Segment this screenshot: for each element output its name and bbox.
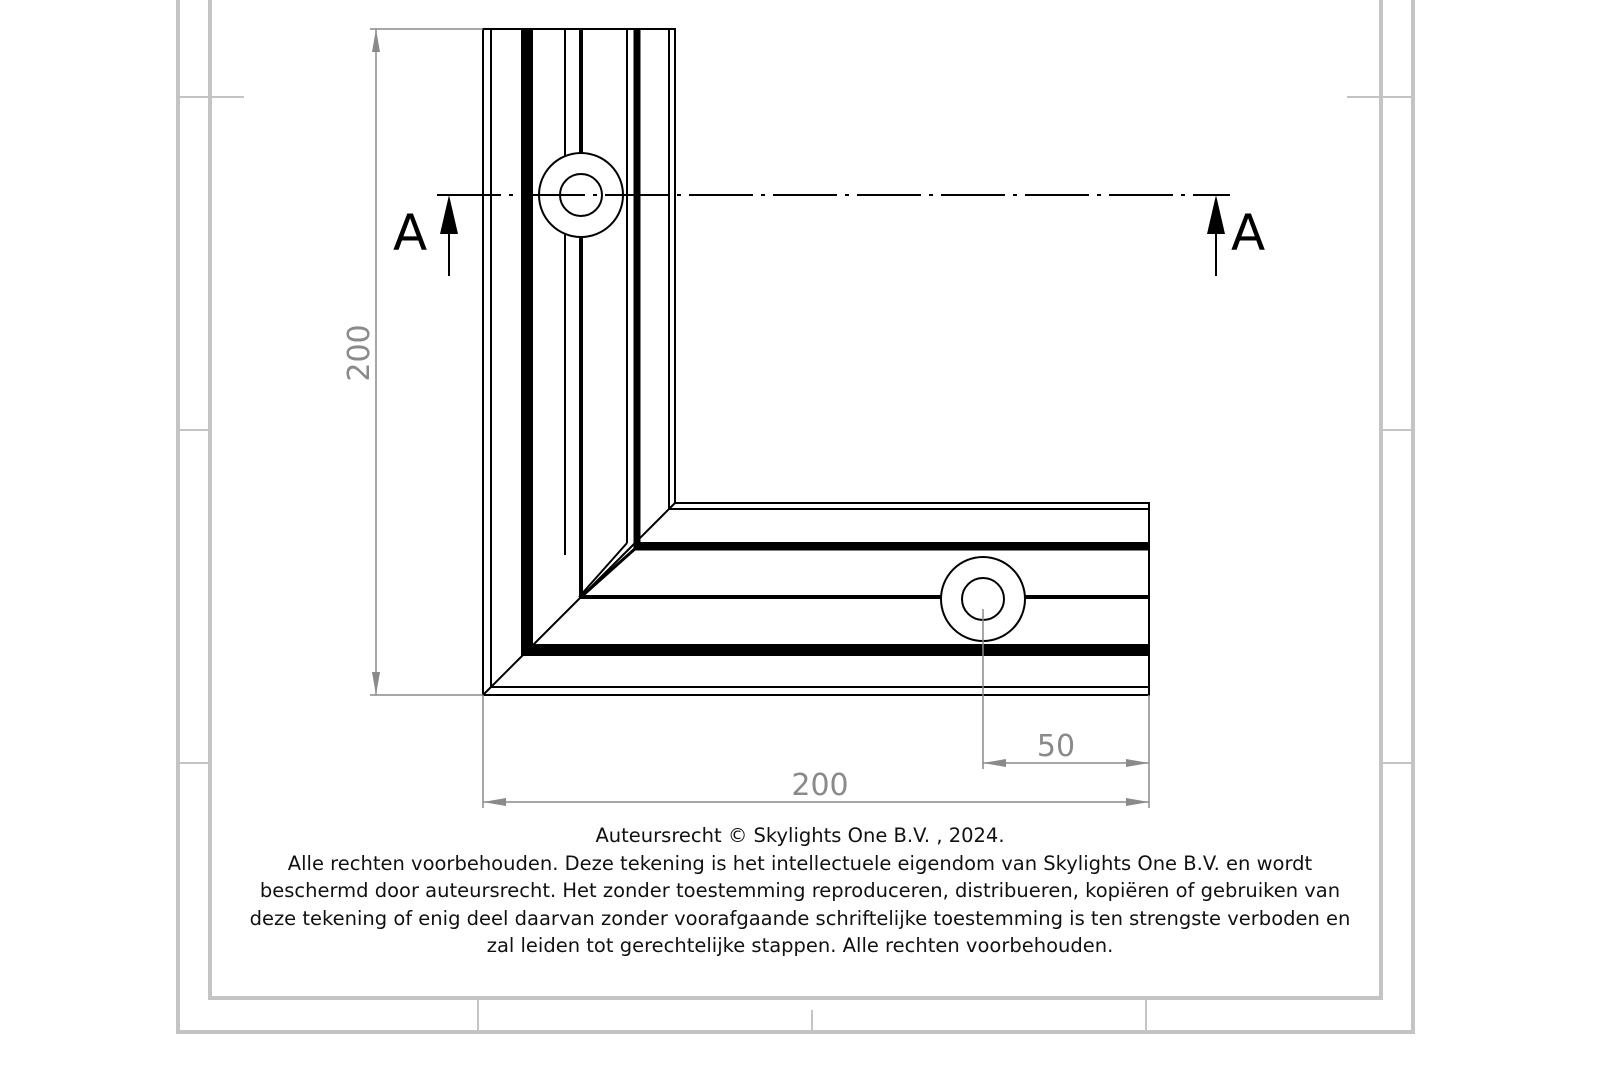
- section-label-right: A: [1231, 204, 1266, 262]
- copyright-notice: [220, 822, 1380, 960]
- section-arrow-left: [440, 195, 458, 276]
- hole-offset-arrow-right: [1126, 759, 1149, 767]
- width-dimension-value: 200: [791, 768, 849, 803]
- copyright-line: zal leiden tot gerechtelijke stappen. Alle rechten voorbehouden.: [486, 934, 1114, 957]
- width-arrow-left: [483, 798, 506, 806]
- height-arrow-bottom: [372, 672, 380, 695]
- section-label-left: A: [393, 204, 428, 262]
- section-arrow-right: [1207, 195, 1225, 276]
- copyright-line: beschermd door auteursrecht. Het zonder toestemming reproduceren, distribueren, kopiëren of gebruiken van: [259, 879, 1341, 902]
- height-arrow-top: [372, 29, 380, 52]
- hole-offset-dimension-value: 50: [1036, 729, 1076, 764]
- height-dimension: [370, 29, 483, 695]
- hole-offset-arrow-left: [983, 759, 1006, 767]
- height-dimension-value: 200: [342, 324, 377, 382]
- copyright-line: Auteursrecht © Skylights One B.V. , 2024.: [595, 824, 1005, 847]
- width-arrow-right: [1126, 798, 1149, 806]
- copyright-line: deze tekening of enig deel daarvan zonder voorafgaande schriftelijke toestemming is ten strengste verboden en: [249, 906, 1351, 930]
- copyright-line: Alle rechten voorbehouden. Deze tekening is het intellectuele eigendom van Skylights One B.V. en wordt: [287, 851, 1313, 875]
